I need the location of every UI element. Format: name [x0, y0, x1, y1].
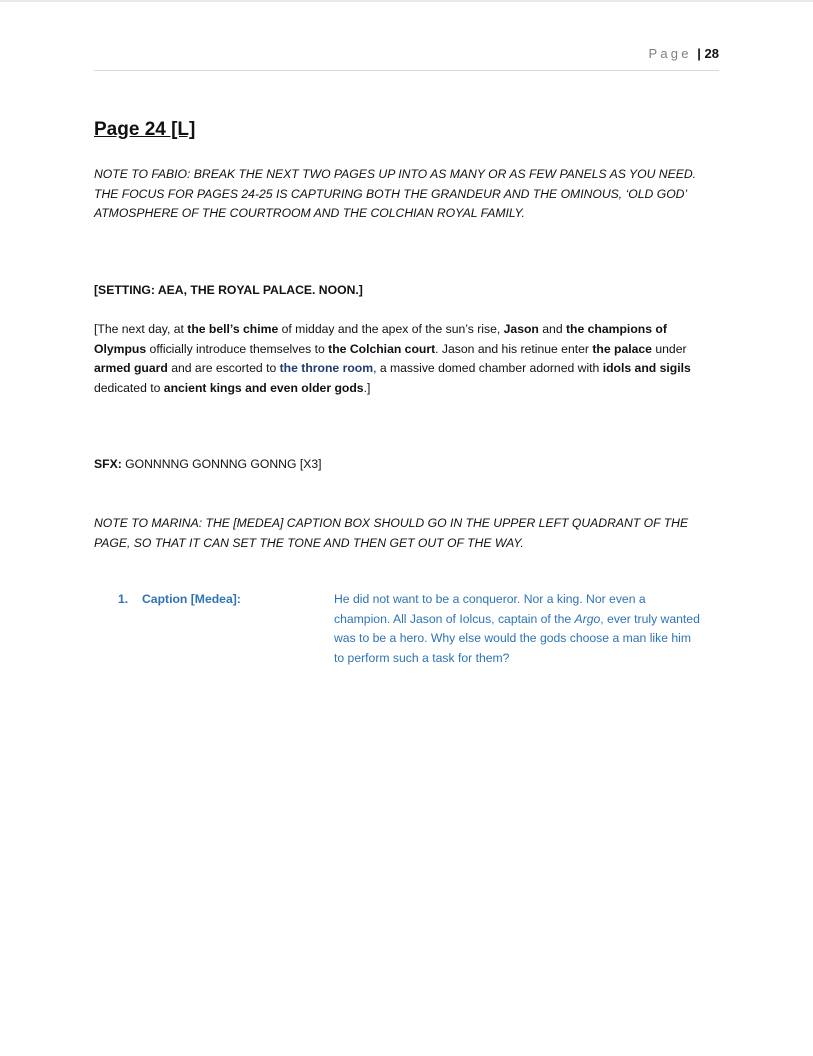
page-word: Page [648, 46, 692, 61]
scene-description: [The next day, at the bell’s chime of midday and the apex of the sun’s rise, Jason and the champions of Olympus officially introduce themselves to the Colchian court. Jason and his retinue enter the palace under armed guard and are escorted to the throne room, a massive domed chamber adorned with idols and sigils dedicated to ancient kings and even older gods.] [94, 322, 691, 395]
sfx-label: SFX: [94, 457, 122, 471]
note-to-fabio: NOTE TO FABIO: BREAK THE NEXT TWO PAGES UP INTO AS MANY OR AS FEW PANELS AS YOU NEED. THE FOCUS FOR PAGES 24-25 IS CAPTURING BOTH THE GRANDEUR AND THE OMINOUS, ‘OLD GOD’ ATMOSPHERE OF THE COURTROOM AND THE COLCHIAN ROYAL FAMILY. [94, 167, 697, 220]
setting-line: [SETTING: AEA, THE ROYAL PALACE. NOON.] [94, 283, 363, 297]
caption-text: He did not want to be a conqueror. Nor a king. Nor even a champion. All Jason of Iolcus, captain of the Argo, ever truly wanted was to be a hero. Why else would the gods choose a man like him to perform such a task for them? [334, 592, 700, 665]
panel-number: 1. [118, 592, 129, 606]
header-separator: | [697, 46, 701, 61]
page-header [94, 46, 719, 71]
top-border [0, 0, 813, 2]
note-to-marina: NOTE TO MARINA: THE [MEDEA] CAPTION BOX SHOULD GO IN THE UPPER LEFT QUADRANT OF THE PAGE, SO THAT IT CAN SET THE TONE AND THEN GET OUT OF THE WAY. [94, 516, 689, 550]
page-number: 28 [704, 46, 719, 61]
caption-label: Caption [Medea]: [142, 592, 241, 606]
throne-room-highlight: the throne room [279, 361, 374, 375]
sfx-line [94, 457, 322, 471]
sfx-text: GONNNNG GONNNG GONNG [X3] [121, 457, 322, 471]
page-title: Page 24 [L] [94, 119, 196, 140]
